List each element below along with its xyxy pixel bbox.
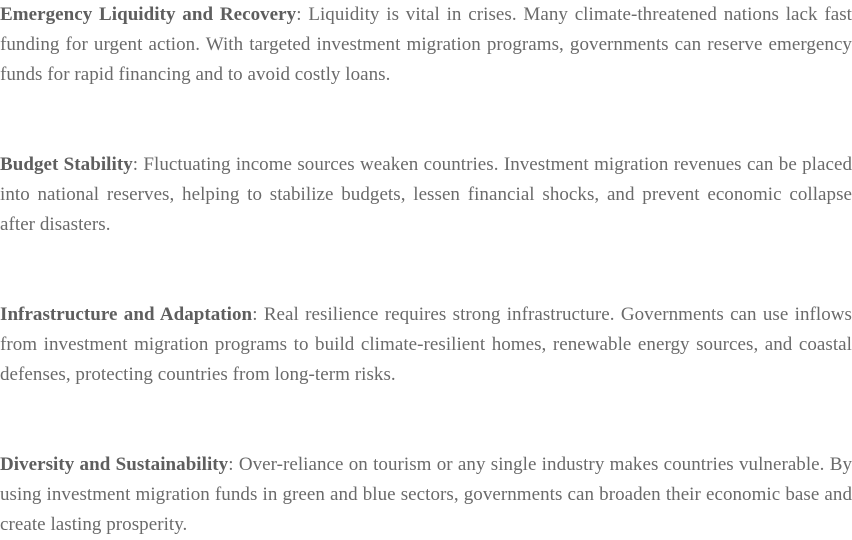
paragraph-text: Real resilience requires strong infrastructure. Governments can use inflows from investment migration programs to build climate-resilient homes, renewable energy sources, and coastal defenses, protecting countries from long-term risks. [0, 304, 852, 385]
paragraph-diversity-sustainability [0, 450, 852, 540]
paragraph-budget-stability [0, 150, 852, 240]
paragraph-separator: : [228, 454, 239, 475]
paragraph-text: Fluctuating income sources weaken countries. Investment migration revenues can be placed into national reserves, helping to stabilize budgets, lessen financial shocks, and prevent economic collapse after disasters. [0, 154, 852, 235]
paragraph-separator: : [296, 4, 309, 25]
paragraph-separator: : [132, 154, 144, 175]
paragraph-emergency-liquidity [0, 0, 852, 90]
paragraph-separator: : [252, 304, 264, 325]
paragraph-term: Infrastructure and Adaptation [0, 304, 253, 325]
paragraph-text: Over-reliance on tourism or any single industry makes countries vulnerable. By using investment migration funds in green and blue sectors, governments can broaden their economic base and create lasting prosperity. [0, 454, 852, 535]
paragraph-term: Emergency Liquidity and Recovery [0, 4, 297, 25]
paragraph-text: Liquidity is vital in crises. Many climate-threatened nations lack fast funding for urgent action. With targeted investment migration programs, governments can reserve emergency funds for rapid financing and to avoid costly loans. [0, 4, 852, 85]
paragraph-term: Budget Stability [0, 154, 133, 175]
paragraph-term: Diversity and Sustainability [0, 454, 229, 475]
paragraph-infrastructure-adaptation [0, 300, 852, 390]
